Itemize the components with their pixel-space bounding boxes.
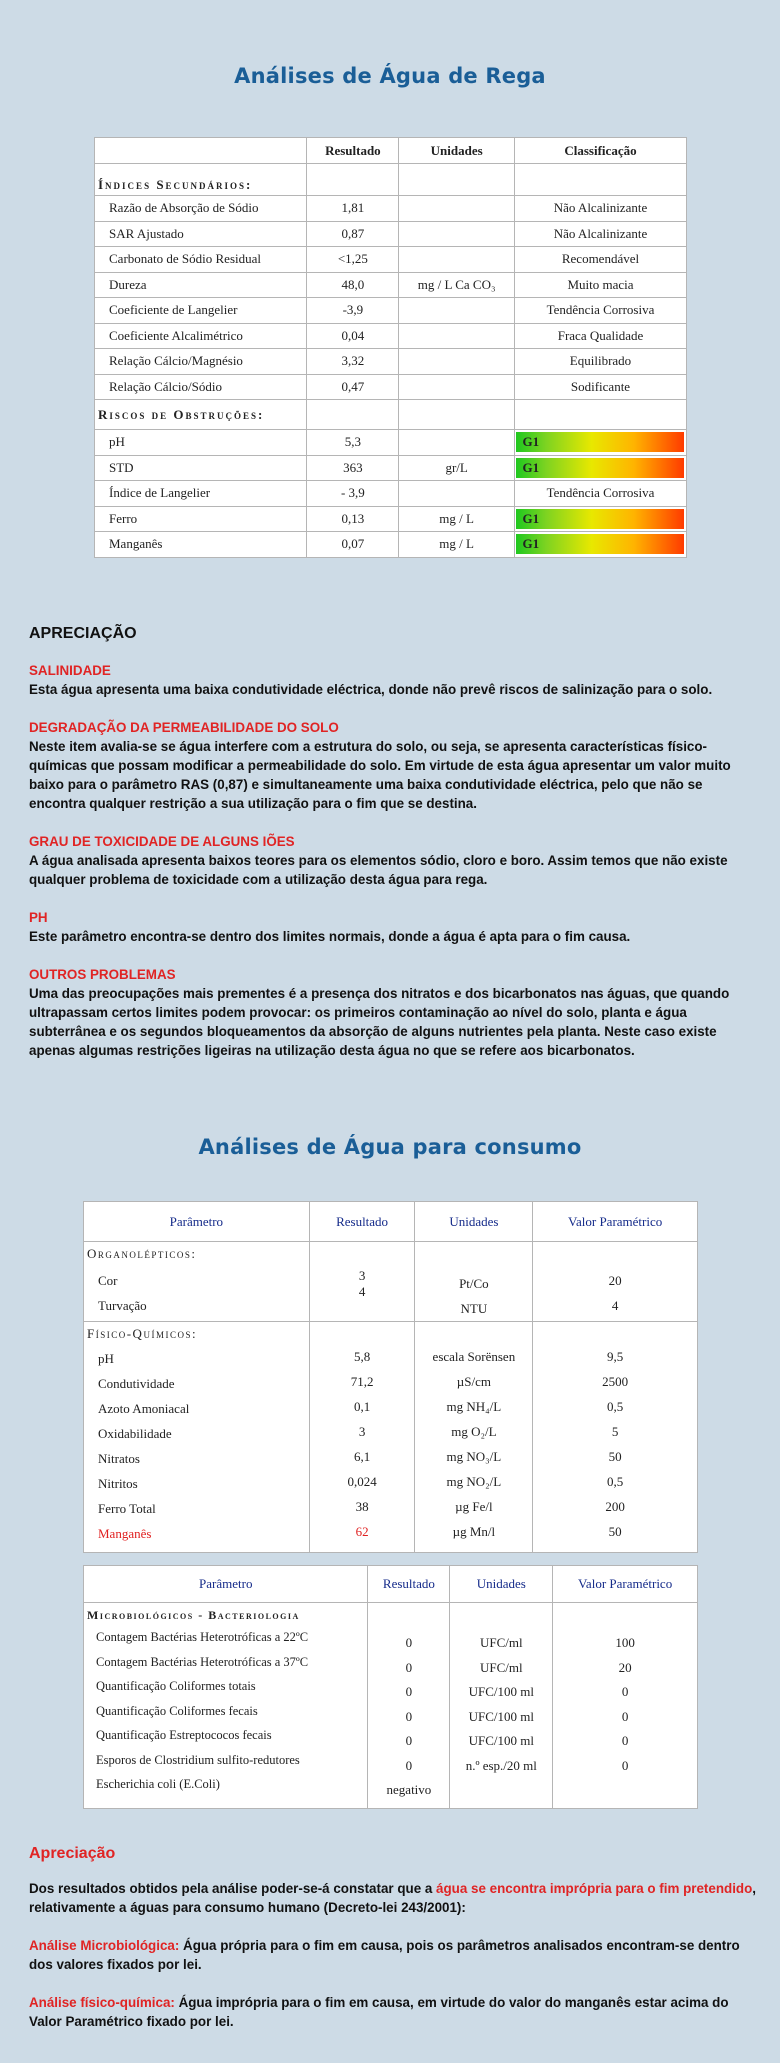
micro-param: Escherichia coli (E.Coli) (96, 1777, 220, 1791)
rega-result: 0,87 (307, 221, 399, 247)
fq-unit: µg Fe/l (455, 1499, 493, 1514)
rega-unit (399, 430, 515, 456)
rega-param: Dureza (95, 272, 307, 298)
rega-row (95, 374, 687, 400)
fq-result: 6,1 (353, 1449, 371, 1464)
fq-unit: escala Sorënsen (432, 1349, 516, 1364)
consumo-title: Análises de Água para consumo (198, 1135, 582, 1159)
rega-param: Razão de Absorção de Sódio (95, 196, 307, 222)
p1-text-highlight: água se encontra imprópria para o fim pretendido (436, 1881, 753, 1896)
micro-param: Contagem Bactérias Heterotróficas a 22ºC (96, 1630, 309, 1644)
micro-param: Quantificação Coliformes fecais (96, 1703, 258, 1718)
fq-valor: 50 (608, 1449, 622, 1464)
apreciacao-item-text: Esta água apresenta uma baixa condutividade eléctrica, donde não prevê riscos de salinização para o solo. (29, 682, 713, 697)
rega-result: - 3,9 (307, 481, 399, 507)
fq-valor: 9,5 (607, 1349, 624, 1364)
organolepticos-cell (84, 1242, 310, 1322)
rega-class (514, 506, 686, 532)
micro-unit: UFC/100 ml (468, 1708, 534, 1724)
fq-unit: mg NO₂/L (446, 1474, 502, 1489)
fq-param: Nitratos (98, 1451, 140, 1466)
rega-row (95, 430, 687, 456)
rega-table (94, 137, 687, 558)
fq-param: Manganês (98, 1526, 152, 1541)
consumo-header-parametro: Parâmetro (84, 1202, 310, 1242)
rega-header-classificacao: Classificação (514, 138, 686, 164)
rega-param: Coeficiente de Langelier (95, 298, 307, 324)
fq-valor: 5 (611, 1424, 619, 1439)
apreciacao-item-text: A água analisada apresenta baixos teores para os elementos sódio, cloro e boro. Assim temos que não existe qualquer problema de toxicidade com a utilização desta água para rega. (29, 853, 728, 887)
rega-class: Não Alcalinizante (514, 221, 686, 247)
rega-row (95, 221, 687, 247)
apreciacao2-p2 (29, 1936, 759, 1974)
apreciacao-item-heading: GRAU DE TOXICIDADE DE ALGUNS IÕES (29, 834, 295, 849)
micro-param: Contagem Bactérias Heterotróficas a 37ºC (96, 1654, 309, 1669)
fq-result: 5,8 (353, 1349, 371, 1364)
unit-cor: Pt/Co (459, 1276, 489, 1291)
rega-row (95, 481, 687, 507)
rega-unit (399, 349, 515, 375)
rega-class (514, 430, 686, 456)
rega-result: 5,3 (307, 430, 399, 456)
rega-result: -3,9 (307, 298, 399, 324)
micro-valor: 0 (621, 1757, 629, 1773)
rega-param: Coeficiente Alcalimétrico (95, 323, 307, 349)
apreciacao-item-text: Neste item avalia-se se água interfere com a estrutura do solo, ou seja, se apresenta características físico-químicas que possam modificar a permeabilidade do solo. Em virtude de esta água apresentar um valor muito baixo para o parâmetro RAS (0,87) e simultaneamente uma baixa condutividade eléctrica, pelo que não se encontra qualquer restrição a sua utilização para o fim que se destina. (29, 739, 731, 811)
fq-valor: 200 (605, 1499, 625, 1514)
rega-param: Índice de Langelier (95, 481, 307, 507)
micro-param: Esporos de Clostridium sulfito-redutores (96, 1752, 300, 1767)
rega-param: Carbonato de Sódio Residual (95, 247, 307, 273)
rega-section-indices: Índices Secundários: (95, 164, 307, 196)
rega-header-unidades: Unidades (399, 138, 515, 164)
rega-row (95, 506, 687, 532)
consumo-header-valor: Valor Paramétrico (533, 1202, 698, 1242)
micro-result: 0 (405, 1635, 413, 1650)
rega-unit (399, 247, 515, 273)
quality-gradient-bar: G1 (516, 534, 684, 554)
p1-text-a: Dos resultados obtidos pela análise poder-se-á constatar que a (29, 1881, 437, 1896)
rega-unit: mg / L Ca CO₃ (399, 272, 515, 298)
micro-unit: UFC/ml (479, 1659, 523, 1675)
apreciacao2-p3 (29, 1993, 759, 2031)
rega-unit (399, 221, 515, 247)
section-fisico-quimicos: Físico-Químicos: (87, 1326, 198, 1341)
rega-unit: mg / L (399, 506, 515, 532)
rega-class: Fraca Qualidade (514, 323, 686, 349)
rega-class: Tendência Corrosiva (514, 298, 686, 324)
micro-result: 0 (405, 1684, 413, 1699)
rega-unit (399, 298, 515, 324)
apreciacao-section (29, 624, 759, 1060)
rega-result: 363 (307, 455, 399, 481)
fq-unit: mg NO₃/L (446, 1449, 502, 1464)
fq-param: Nitritos (98, 1476, 138, 1491)
fq-result: 62 (355, 1524, 369, 1539)
rega-row (95, 323, 687, 349)
valor-cor: 20 (608, 1273, 622, 1288)
rega-param: SAR Ajustado (95, 221, 307, 247)
rega-class (514, 455, 686, 481)
rega-unit: gr/L (399, 455, 515, 481)
apreciacao-item (29, 832, 759, 889)
micro-valor: 0 (621, 1684, 629, 1699)
p2-text: Água própria para o fim em causa, pois os parâmetros analisados encontram-se dentro dos valores fixados por lei. (29, 1938, 740, 1972)
rega-unit (399, 323, 515, 349)
rega-result: 0,13 (307, 506, 399, 532)
fq-result: 3 (358, 1424, 366, 1439)
micro-param: Quantificação Estreptococos fecais (96, 1728, 272, 1742)
rega-unit (399, 374, 515, 400)
micro-result: 0 (405, 1757, 413, 1773)
unit-turvacao: NTU (460, 1301, 488, 1316)
fq-result: 38 (355, 1499, 369, 1514)
micro-valor: 100 (615, 1635, 635, 1650)
micro-unit: UFC/100 ml (468, 1684, 534, 1699)
fq-valor: 2500 (602, 1374, 629, 1389)
micro-unit: n.º esp./20 ml (465, 1757, 537, 1773)
micro-result: 0 (405, 1708, 413, 1724)
apreciacao-item (29, 965, 759, 1060)
apreciacao-item-text: Este parâmetro encontra-se dentro dos limites normais, donde a água é apta para o fim causa. (29, 929, 631, 944)
micro-result: 0 (405, 1733, 413, 1748)
rega-section-riscos: Riscos de Obstruções: (95, 400, 307, 430)
section-organolepticos: Organolépticos: (87, 1246, 197, 1261)
rega-title: Análises de Água de Rega (234, 64, 546, 88)
rega-header-empty (95, 138, 307, 164)
rega-row (95, 247, 687, 273)
micro-table (83, 1565, 698, 1809)
rega-row (95, 196, 687, 222)
quality-gradient-bar: G1 (516, 458, 684, 478)
p3-text: Água imprópria para o fim em causa, em virtude do valor do manganês estar acima do Valor Paramétrico fixado por lei. (29, 1995, 729, 2029)
fq-unit: µS/cm (456, 1374, 491, 1389)
rega-result: 0,47 (307, 374, 399, 400)
rega-class: Muito macia (514, 272, 686, 298)
micro-unit: UFC/100 ml (468, 1733, 534, 1748)
rega-unit (399, 196, 515, 222)
rega-param: pH (95, 430, 307, 456)
result-cor: 3 (358, 1268, 366, 1283)
rega-row (95, 455, 687, 481)
consumo-header-unidades: Unidades (415, 1202, 533, 1242)
apreciacao-heading: APRECIAÇÃO (29, 625, 137, 642)
section-microbiologicos: Microbiológicos - Bacteriologia (87, 1608, 300, 1622)
fq-result: 0,024 (347, 1474, 377, 1489)
valor-turvacao: 4 (611, 1298, 619, 1313)
fq-result: 71,2 (350, 1374, 374, 1389)
fq-valor: 50 (608, 1524, 622, 1539)
micro-unit: UFC/ml (479, 1635, 523, 1650)
fq-param: Ferro Total (98, 1501, 156, 1516)
rega-result: 3,32 (307, 349, 399, 375)
rega-result: 48,0 (307, 272, 399, 298)
rega-unit: mg / L (399, 532, 515, 558)
result-turvacao: 4 (358, 1284, 366, 1299)
rega-result: 1,81 (307, 196, 399, 222)
rega-result: <1,25 (307, 247, 399, 273)
rega-class: Recomendável (514, 247, 686, 273)
micro-valor: 0 (621, 1733, 629, 1748)
micro-param: Quantificação Coliformes totais (96, 1679, 256, 1693)
apreciacao-item-heading: PH (29, 910, 48, 925)
rega-row (95, 349, 687, 375)
rega-param: Ferro (95, 506, 307, 532)
p3-heading: Análise físico-química: (29, 1995, 175, 2010)
rega-param: Manganês (95, 532, 307, 558)
rega-class: Equilibrado (514, 349, 686, 375)
micro-header-parametro: Parâmetro (84, 1566, 368, 1603)
p2-heading: Análise Microbiológica: (29, 1938, 180, 1953)
quality-gradient-bar: G1 (516, 509, 684, 529)
rega-row (95, 272, 687, 298)
micro-valor: 20 (618, 1659, 632, 1675)
quality-gradient-bar: G1 (516, 432, 684, 452)
fq-unit: mg NH₄/L (446, 1399, 502, 1414)
rega-result: 0,07 (307, 532, 399, 558)
rega-unit (399, 481, 515, 507)
rega-class: Tendência Corrosiva (514, 481, 686, 507)
rega-class (514, 532, 686, 558)
micro-valor (553, 1778, 697, 1803)
apreciacao2-heading: Apreciação (29, 1845, 116, 1862)
rega-result: 0,04 (307, 323, 399, 349)
micro-result: 0 (405, 1659, 413, 1675)
fq-unit: mg O₂/L (451, 1424, 497, 1439)
rega-row (95, 298, 687, 324)
fq-param: Azoto Amoniacal (98, 1401, 190, 1416)
micro-header-resultado: Resultado (368, 1566, 450, 1603)
rega-class: Não Alcalinizante (514, 196, 686, 222)
micro-header-unidades: Unidades (450, 1566, 553, 1603)
fq-valor: 0,5 (607, 1399, 624, 1414)
apreciacao-item (29, 661, 759, 699)
rega-param: Relação Cálcio/Sódio (95, 374, 307, 400)
consumo-table (83, 1201, 698, 1553)
micro-header-valor: Valor Paramétrico (553, 1566, 698, 1603)
rega-param: Relação Cálcio/Magnésio (95, 349, 307, 375)
p1-text-c: , relativamente a águas para consumo humano (Decreto-lei 243/2001): (29, 1881, 757, 1915)
micro-unit (450, 1778, 552, 1803)
apreciacao-item (29, 908, 759, 946)
micro-result: negativo (386, 1782, 432, 1797)
apreciacao-item-heading: OUTROS PROBLEMAS (29, 967, 176, 982)
fq-param: Oxidabilidade (98, 1426, 172, 1441)
apreciacao2-section (29, 1844, 759, 2031)
micro-valor: 0 (621, 1708, 629, 1724)
apreciacao-item-heading: SALINIDADE (29, 663, 111, 678)
fq-param: pH (98, 1351, 114, 1366)
rega-row (95, 532, 687, 558)
apreciacao2-p1 (29, 1879, 759, 1917)
apreciacao-item-text: Uma das preocupações mais prementes é a presença dos nitratos e dos bicarbonatos nas águas, que quando ultrapassam certos limites podem provocar: os primeiros contaminação ao nível do solo, planta e água subterrânea e os segundos bloqueamentos da absorção de alguns nutrientes pela planta. Neste caso existe apenas algumas restrições ligeiras na utilização desta água no que se refere aos bicarbonatos. (29, 986, 730, 1058)
fq-unit: µg Mn/l (452, 1524, 496, 1539)
apreciacao-item-heading: DEGRADAÇÃO DA PERMEABILIDADE DO SOLO (29, 720, 339, 735)
consumo-header-resultado: Resultado (309, 1202, 415, 1242)
rega-header-resultado: Resultado (307, 138, 399, 164)
fq-param: Condutividade (98, 1376, 175, 1391)
rega-class: Sodificante (514, 374, 686, 400)
param-turvacao: Turvação (98, 1298, 147, 1313)
apreciacao-item (29, 718, 759, 813)
param-cor: Cor (98, 1273, 118, 1288)
fq-result: 0,1 (353, 1399, 371, 1414)
rega-param: STD (95, 455, 307, 481)
fq-valor: 0,5 (607, 1474, 624, 1489)
